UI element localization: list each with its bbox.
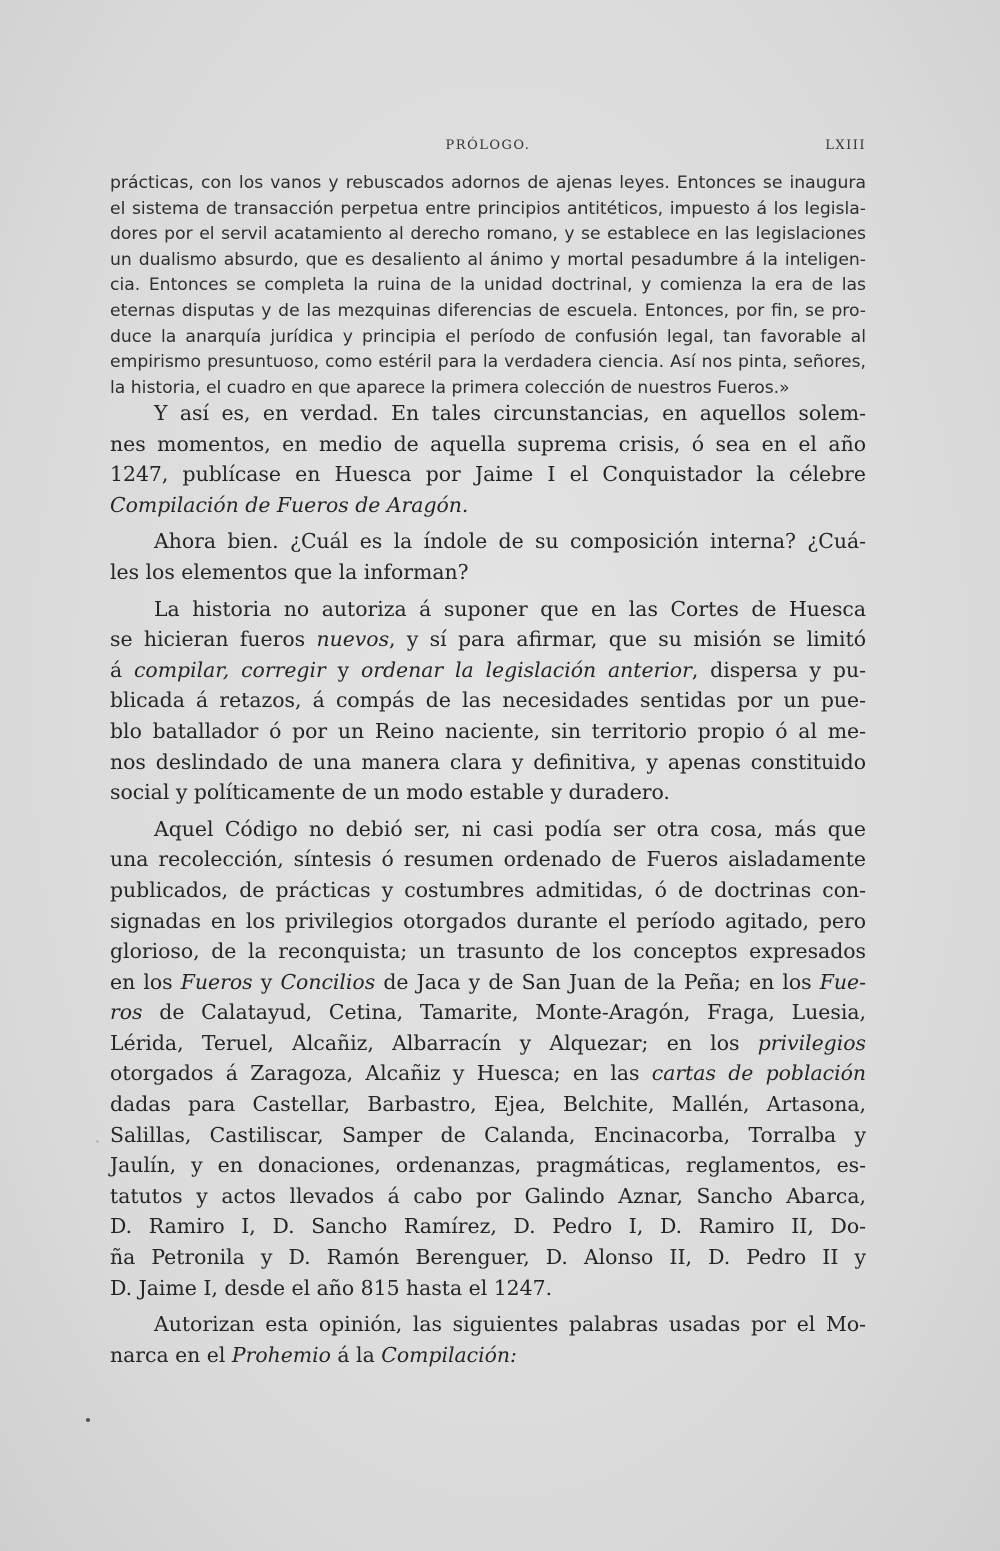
- text-run: otorgados á Zaragoza, Alcañiz y Huesca; en las: [110, 1061, 652, 1086]
- page-header: [110, 138, 866, 162]
- paper-speck: [86, 1418, 90, 1422]
- quote-line: un dualismo absurdo, que es desaliento al ánimo y mortal pesadumbre á la inteligen-: [110, 249, 866, 270]
- text-line: [110, 997, 866, 1028]
- quote-line: cia. Entonces se completa la ruina de la unidad doctrinal, y comienza la era de las: [110, 275, 866, 296]
- text-line: [110, 655, 866, 686]
- text-run: y: [325, 657, 361, 682]
- text-run: de Calatayud, Cetina, Tamarite, Monte-Aragón, Fraga, Luesia,: [142, 1000, 866, 1025]
- main-text: [110, 398, 866, 1370]
- text-line: nos deslindado de una manera clara y definitiva, y apenas constituido: [110, 749, 866, 774]
- quote-line: eternas disputas y de las mezquinas diferencias de escuela. Entonces, por fin, se pro-: [110, 300, 866, 321]
- text-line: glorioso, de la reconquista; un trasunto de los conceptos expresados: [110, 939, 866, 964]
- emphasis: Fue-: [819, 969, 867, 994]
- quote-line: duce la anarquía jurídica y principia el período de confusión legal, tan favorable al: [110, 326, 866, 347]
- emphasis: ordenar la legislación anterior: [360, 657, 692, 682]
- text-line: Ahora bien. ¿Cuál es la índole de su composición interna? ¿Cuá-: [154, 529, 866, 554]
- text-line: D. Jaime I, desde el año 815 hasta el 1247.: [110, 1275, 553, 1300]
- text-line: Jaulín, y en donaciones, ordenanzas, pragmáticas, reglamentos, es-: [110, 1153, 866, 1178]
- text-run: en los: [110, 969, 181, 994]
- text-line: [110, 1058, 866, 1089]
- text-run: narca en el: [110, 1342, 232, 1367]
- paragraph-5: [110, 1309, 866, 1370]
- paragraph-2: [110, 526, 866, 587]
- emphasis: cartas de población: [651, 1061, 867, 1086]
- paragraph-3: [110, 594, 866, 808]
- text-line: publicados, de prácticas y costumbres admitidas, ó de doctrinas con-: [110, 877, 866, 902]
- text-line: ña Petronila y D. Ramón Berenguer, D. Alonso II, D. Pedro II y: [110, 1245, 866, 1270]
- text-run: á la: [330, 1342, 382, 1367]
- text-line: les los elementos que la informan?: [110, 559, 469, 584]
- text-line: una recolección, síntesis ó resumen ordenado de Fueros aisladamente: [110, 847, 866, 872]
- emphasis: nuevos: [316, 627, 390, 652]
- text-line: Y así es, en verdad. En tales circunstancias, en aquellos solem-: [154, 401, 866, 425]
- text-line: blo batallador ó por un Reino naciente, sin territorio propio ó al me-: [110, 718, 866, 743]
- text-line: tatutos y actos llevados á cabo por Galindo Aznar, Sancho Abarca,: [110, 1183, 866, 1208]
- quote-line: dores por el servil acatamiento al derecho romano, y se establece en las legislaciones: [110, 224, 866, 245]
- text-line: [110, 1028, 866, 1059]
- text-line: D. Ramiro I, D. Sancho Ramírez, D. Pedro I, D. Ramiro II, Do-: [110, 1214, 866, 1239]
- quote-line: empirismo presuntuoso, como estéril para la verdadera ciencia. Así nos pinta, señores,: [110, 352, 866, 373]
- emphasis: Prohemio: [231, 1342, 331, 1367]
- paragraph-4: [110, 814, 866, 1304]
- quote-line: prácticas, con los vanos y rebuscados adornos de ajenas leyes. Entonces se inaugura: [110, 173, 866, 193]
- text-line: [110, 1340, 866, 1371]
- text-line: [110, 624, 866, 655]
- emphasis: Compilación:: [381, 1342, 517, 1367]
- text-line: [110, 490, 866, 521]
- text-line: blicada á retazos, á compás de las necesidades sentidas por un pue-: [110, 688, 866, 713]
- text-run: se hicieran fueros: [110, 627, 317, 652]
- text-run: , y sí para afirmar, que su misión se limitó: [389, 627, 866, 652]
- quote-line: el sistema de transacción perpetua entre principios antitéticos, impuesto á los legisla-: [110, 198, 866, 219]
- emphasis: ros: [110, 1000, 143, 1025]
- page-number: LXIII: [825, 138, 866, 153]
- text-line: signadas en los privilegios otorgados durante el período agitado, pero: [110, 908, 866, 933]
- text-line: Autorizan esta opinión, las siguientes palabras usadas por el Mo-: [154, 1312, 866, 1337]
- text-run: y: [252, 969, 281, 994]
- text-line: nes momentos, en medio de aquella suprema crisis, ó sea en el año: [110, 431, 866, 456]
- quote-line: la historia, el cuadro en que aparece la primera colección de nuestros Fueros.»: [110, 377, 790, 398]
- text-line: social y políticamente de un modo estable y duradero.: [110, 780, 670, 805]
- text-line: 1247, publícase en Huesca por Jaime I el Conquistador la célebre: [110, 462, 866, 487]
- text-line: dadas para Castellar, Barbastro, Ejea, Belchite, Mallén, Artasona,: [110, 1092, 866, 1117]
- text-line: [110, 967, 866, 998]
- quoted-passage: [110, 171, 866, 401]
- emphasis: compilar, corregir: [134, 657, 326, 682]
- emphasis: privilegios: [757, 1030, 866, 1055]
- text-line: Salillas, Castiliscar, Samper de Calanda, Encinacorba, Torralba y: [110, 1122, 866, 1147]
- text-line: La historia no autoriza á suponer que en las Cortes de Huesca: [154, 596, 866, 621]
- text-run: de Jaca y de San Juan de la Peña; en los: [375, 969, 820, 994]
- emphasis: Concilios: [280, 969, 376, 994]
- running-title: PRÓLOGO.: [445, 138, 531, 153]
- text-run: á: [110, 657, 135, 682]
- paragraph-1: [110, 398, 866, 520]
- emphasis: Fueros: [180, 969, 253, 994]
- text-line: Aquel Código no debió ser, ni casi podía ser otra cosa, más que: [154, 816, 866, 841]
- text-run: , dispersa y pu-: [691, 657, 866, 682]
- paper-speck: [96, 1140, 99, 1143]
- work-title: Compilación de Fueros de Aragón.: [110, 492, 469, 517]
- text-run: Lérida, Teruel, Alcañiz, Albarracín y Alquezar; en los: [110, 1030, 758, 1055]
